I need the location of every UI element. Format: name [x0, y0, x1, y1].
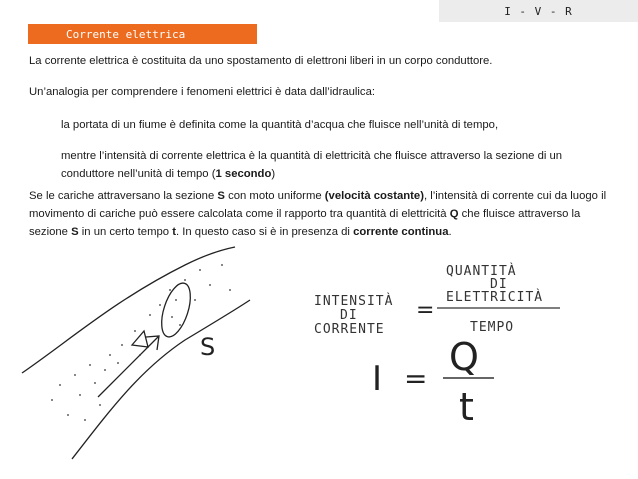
conductor-outer-bottom [72, 300, 250, 459]
paragraph-current-intensity: mentre l’intensità di corrente elettrica è la quantità di elettricità che fluisce attraverso la sezione di un conduttore nell’unità di tempo (1 secondo) [61, 150, 563, 180]
section-s-label: S [200, 333, 216, 361]
symbol-q: Q [449, 335, 479, 379]
conductor-sketch [0, 245, 638, 479]
symbol-i: I [372, 359, 383, 399]
quantity-label-1: QUANTITÀ [446, 264, 517, 279]
paragraph-definition: La corrente elettrica è costituita da uno spostamento di elettroni liberi in un corpo conduttore. [29, 55, 493, 67]
section-tag: I - V - R [439, 0, 638, 22]
paragraph-river: la portata di un fiume è definita come la quantità d’acqua che fluisce nell’unità di tempo, [61, 119, 499, 131]
section-ellipse [156, 280, 196, 341]
arrow-head-box [132, 331, 148, 347]
intensity-label-2: DI [340, 308, 358, 323]
paragraph-analogy: Un’analogia per comprendere i fenomeni elettrici è data dall’idraulica: [29, 86, 376, 98]
paragraph-uniform-motion: Se le cariche attraversano la sezione S con moto uniforme (velocità costante), l’intensità di corrente cui da luogo il movimento di cariche può essere calcolata come il rapporto tra quantità di elettricità Q che fluisce attraverso la sezione S in un certo tempo t. In questo caso si è in presenza di corrente continua. [29, 190, 607, 238]
quantity-label-3: ELETTRICITÀ [446, 290, 544, 305]
current-arrow [98, 336, 159, 397]
symbol-t: t [459, 385, 474, 429]
intensity-label-1: INTENSITÀ [314, 294, 394, 309]
equals-sign-1: = [416, 298, 435, 323]
slide-title: Corrente elettrica [28, 24, 257, 44]
equals-sign-2: = [404, 362, 428, 395]
quantity-label-2: DI [490, 277, 508, 292]
intensity-label-3: CORRENTE [314, 322, 385, 337]
time-label: TEMPO [470, 320, 515, 335]
